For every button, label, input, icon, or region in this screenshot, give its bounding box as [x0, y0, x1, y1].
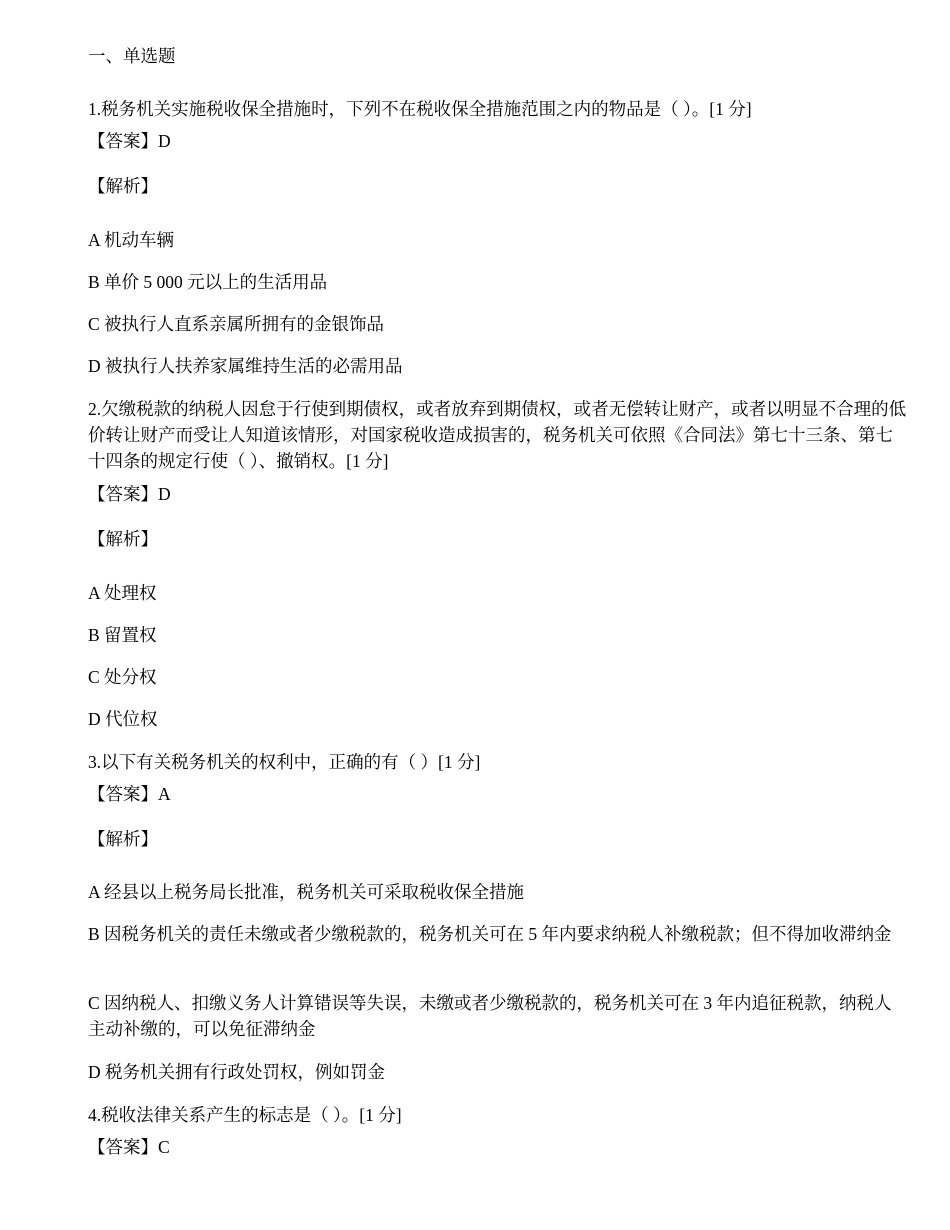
question-2-option-a: A 处理权 — [88, 583, 157, 603]
question-2-option-d: D 代位权 — [88, 709, 158, 729]
question-1-option-c: C 被执行人直系亲属所拥有的金银饰品 — [88, 314, 385, 334]
question-1-option-d: D 被执行人扶养家属维持生活的必需用品 — [88, 356, 403, 376]
question-3-answer: 【答案】A — [88, 784, 171, 804]
question-3-option-a: A 经县以上税务局长批准，税务机关可采取税收保全措施 — [88, 882, 525, 902]
question-1-answer: 【答案】D — [88, 131, 171, 151]
question-3-analysis: 【解析】 — [88, 829, 158, 849]
question-1-stem: 1.税务机关实施税收保全措施时，下列不在税收保全措施范围之内的物品是（ ）。[1 分] — [88, 99, 752, 119]
question-2-answer: 【答案】D — [88, 484, 171, 504]
question-3-option-c: C 因纳税人、扣缴义务人计算错误等失误，未缴或者少缴税款的，税务机关可在 3 年内追征税款，纳税人主动补缴的，可以免征滞纳金 — [88, 993, 892, 1039]
question-1-option-b: B 单价 5 000 元以上的生活用品 — [88, 272, 328, 292]
question-3-option-b: B 因税务机关的责任未缴或者少缴税款的，税务机关可在 5 年内要求纳税人补缴税款；但不得加收滞纳金 — [88, 924, 892, 944]
question-2-option-c: C 处分权 — [88, 667, 157, 687]
section-title: 一、单选题 — [88, 46, 176, 66]
question-2-analysis: 【解析】 — [88, 529, 158, 549]
question-4-answer: 【答案】C — [88, 1137, 170, 1157]
question-3-stem: 3.以下有关税务机关的权利中，正确的有（ ）[1 分] — [88, 752, 481, 772]
question-3-option-d: D 税务机关拥有行政处罚权，例如罚金 — [88, 1062, 386, 1082]
question-1-analysis: 【解析】 — [88, 176, 158, 196]
question-2-stem: 2.欠缴税款的纳税人因怠于行使到期债权，或者放弃到期债权，或者无偿转让财产，或者以明显不合理的低价转让财产而受让人知道该情形，对国家税收造成损害的，税务机关可依照《合同法》第七十三条、第七十四条的规定行使（ ）、撤销权。[1 分] — [88, 399, 907, 471]
question-2-option-b: B 留置权 — [88, 625, 157, 645]
question-1-option-a: A 机动车辆 — [88, 230, 175, 250]
question-4-stem: 4.税收法律关系产生的标志是（ ）。[1 分] — [88, 1105, 402, 1125]
